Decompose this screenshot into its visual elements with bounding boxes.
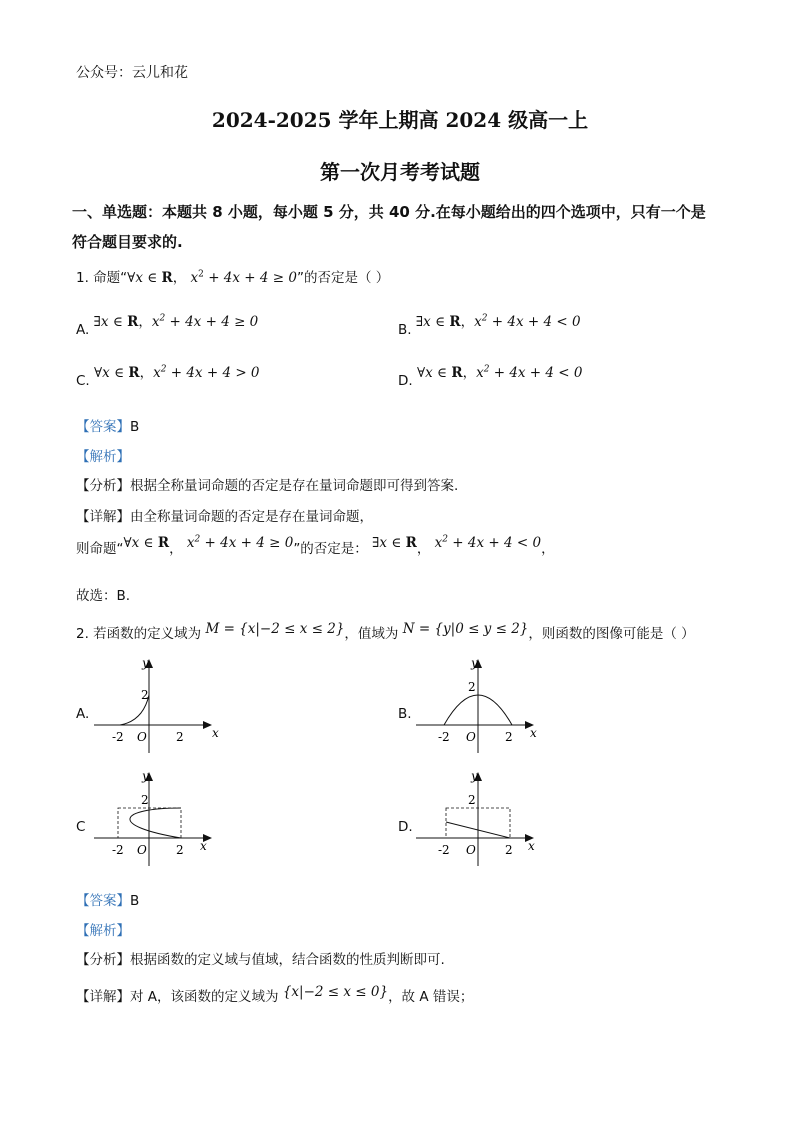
q2-graph-c: [88, 768, 218, 868]
tick-neg2: -2: [112, 843, 124, 857]
y-label: y: [142, 656, 149, 670]
origin-label: O: [137, 730, 147, 744]
q1-analysis-label: 【解析】: [76, 449, 130, 465]
origin-label: O: [137, 843, 147, 857]
q2-answer: 【答案】B: [76, 893, 140, 909]
q1-option-c: C. ∀x ∈ R，$x^2 + 4x + 4 > 0$: [76, 364, 260, 389]
q1-final: 故选：B.: [76, 588, 131, 604]
tick-neg2: -2: [438, 843, 450, 857]
x-label: x: [212, 726, 219, 740]
origin-label: O: [466, 730, 476, 744]
x-label: x: [200, 839, 207, 853]
q1-xiangjie-line2: 则命题“∀x ∈ R， $x^2 + 4x + 4 \ge 0$”的否定是： ∃x ∈ R， $x^2 + 4x + 4 < 0$，: [76, 534, 555, 557]
q2-stem: 2. 若函数的定义域为 M = {x|−2 ≤ x ≤ 2}，值域为 N = {y|0 ≤ y ≤ 2}，则函数的图像可能是（ ）: [76, 621, 695, 642]
tick-pos2: 2: [505, 730, 513, 744]
tick-neg2: -2: [112, 730, 124, 744]
q2-xiangjie: 【详解】对 A，该函数的定义域为 {x|−2 ≤ x ≤ 0}，故 A 错误；: [76, 984, 474, 1005]
q1-answer: 【答案】B: [76, 419, 140, 435]
tick-top2: 2: [468, 680, 476, 694]
section-heading-line2: 符合题目要求的.: [72, 233, 183, 251]
tick-pos2: 2: [176, 730, 184, 744]
q1-option-d: D. ∀x ∈ R，$x^2 + 4x + 4 < 0$: [398, 364, 583, 389]
origin-label: O: [466, 843, 476, 857]
tick-top2: 2: [141, 688, 149, 702]
y-label: y: [471, 656, 478, 670]
tick-pos2: 2: [505, 843, 513, 857]
q2-graph-b: [410, 655, 540, 755]
q2-graph-d: [410, 768, 540, 868]
curve: [130, 808, 181, 838]
tick-neg2: -2: [438, 730, 450, 744]
q1-option-a: A. ∃x ∈ R，$x^2 + 4x + 4 \ge 0$: [76, 313, 259, 338]
q2-analysis-label: 【解析】: [76, 923, 130, 939]
q2-option-a-label: A.: [76, 706, 90, 722]
q2-graph-a: [88, 655, 218, 755]
q2-option-b-label: B.: [398, 706, 412, 722]
x-axis-arrow-icon: [203, 721, 212, 729]
exam-title-line1: 2024-2025 学年上期高 2024 级高一上: [211, 108, 589, 132]
x-label: x: [528, 839, 535, 853]
y-label: y: [142, 769, 149, 783]
q2-option-c-label: C: [76, 819, 86, 835]
tick-top2: 2: [468, 793, 476, 807]
x-label: x: [530, 726, 537, 740]
q1-stem: 1. 命题“∀x ∈ R， $x^2 + 4x + 4 \ge 0$”的否定是（ ）: [76, 269, 390, 286]
y-label: y: [471, 769, 478, 783]
q1-option-b: B. ∃x ∈ R，$x^2 + 4x + 4 < 0$: [398, 313, 581, 338]
q1-fenxi: 【分析】根据全称量词命题的否定是存在量词命题即可得到答案.: [76, 478, 459, 494]
header-note: 公众号：云儿和花: [76, 65, 188, 81]
q1-xiangjie: 【详解】由全称量词命题的否定是存在量词命题，: [76, 509, 373, 525]
tick-top2: 2: [141, 793, 149, 807]
tick-pos2: 2: [176, 843, 184, 857]
q2-option-d-label: D.: [398, 819, 413, 835]
section-heading-line1: 一、单选题：本题共 8 小题，每小题 5 分，共 40 分.在每小题给出的四个选项中，只有一个是: [72, 203, 706, 221]
q2-fenxi: 【分析】根据函数的定义域与值域，结合函数的性质判断即可.: [76, 952, 445, 968]
exam-title-line2: 第一次月考考试题: [320, 160, 480, 184]
